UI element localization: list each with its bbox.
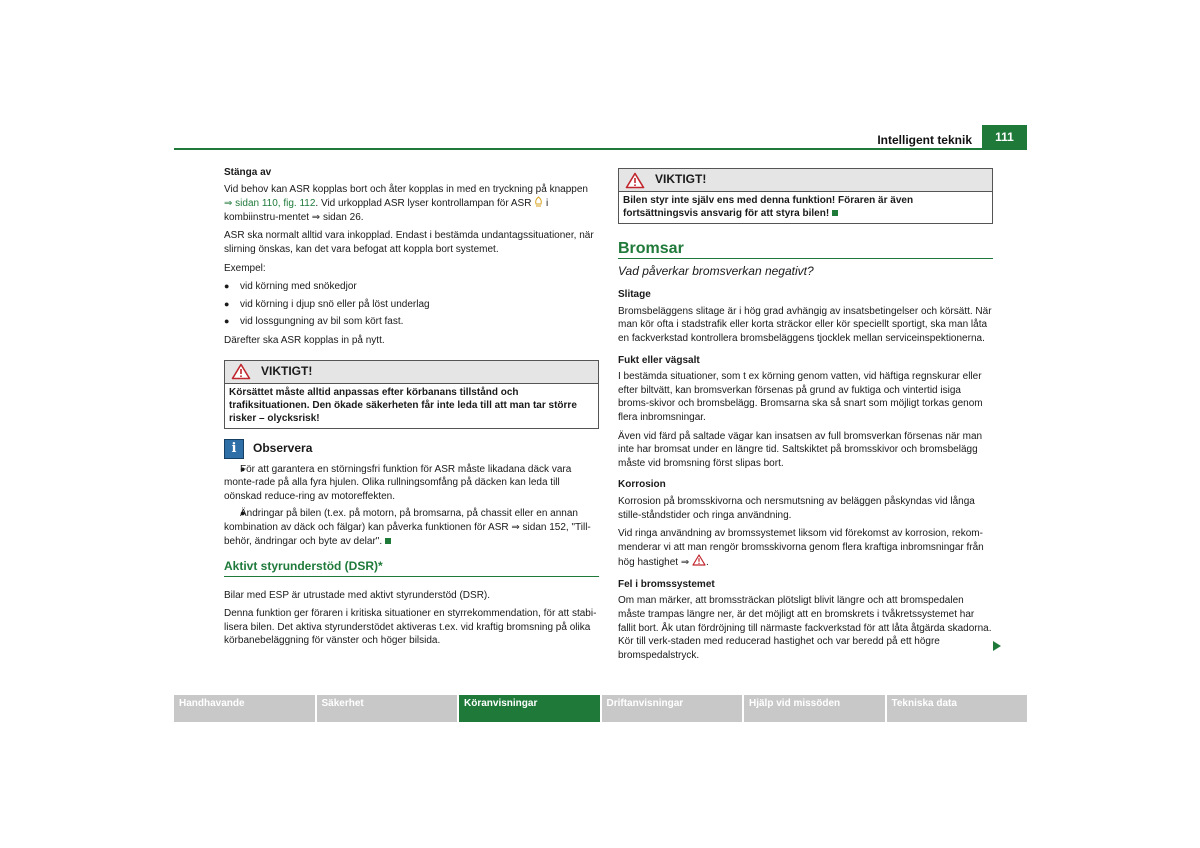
fel-paragraph: Om man märker, att bromssträckan plötsligt blivit längre och att bromspedalen måste trampas längre ner, är det möjligt att en bromskrets i tvåkretssystemet har fallit bort. Åk utan fördröjning till närmaste fackverkstad för att låta åtgärda skadorna. Kör till verk-staden med reducerad hastighet och var beredd på ett högre bromspedalstryck. <box>618 595 992 661</box>
paragraph-examples: Exempel: <box>224 262 266 274</box>
korrosion-text: Vid ringa användning av bromssystemet liksom vid förekomst av korrosion, rekom-menderar vi att man rengör bromsskivorna genom flera kraftiga inbromsningar från hög hastighet ⇒ <box>618 528 984 569</box>
list-item: ● vid körning med snökedjor <box>224 280 599 294</box>
warning-text <box>619 192 992 223</box>
stanga-av-heading: Stänga av <box>224 167 272 178</box>
dsr-heading: Aktivt styrunderstöd (DSR)* <box>224 560 599 577</box>
info-icon: i <box>224 439 244 459</box>
end-marker-icon <box>385 538 391 544</box>
p1-text-b: . Vid urkopplad ASR lyser kontrollampan för ASR <box>315 198 532 210</box>
tab-tekniska-data[interactable]: Tekniska data <box>887 695 1028 722</box>
warning-box-right <box>618 168 993 224</box>
end-marker-icon <box>832 210 838 216</box>
dsr-paragraph-2: Denna funktion ger föraren i kritiska situationer en styrrekommendation, för att stabi-lisera bilen. Det aktiva styrunderstödet aktiveras t.ex. vid kraftig bromsning på olika körbanebeläggning för vänster och höger bilsida. <box>224 608 597 647</box>
note-header <box>224 439 599 459</box>
tab-handhavande[interactable]: Handhavande <box>174 695 315 722</box>
korrosion-paragraph-1: Korrosion på bromsskivorna och nersmutsning av beläggen påskyndas vid långa stille-ståndstider och ringa användning. <box>618 495 975 521</box>
warning-text-content: Bilen styr inte själv ens med denna funktion! Föraren är även fortsättningsvis ansvarig för att styra bilen! <box>623 195 914 219</box>
fukt-heading: Fukt eller vägsalt <box>618 354 700 366</box>
examples-list <box>224 280 599 329</box>
korrosion-paragraph-2: Vid ringa användning av bromssystemet liksom vid förekomst av korrosion, rekom-menderar vi att man rengör bromsskivorna genom flera kraftiga inbromsningar från hög hastighet ⇒ . <box>618 528 984 569</box>
slitage-heading: Slitage <box>618 289 651 301</box>
warning-triangle-icon <box>625 172 645 189</box>
continue-arrow-icon <box>993 641 1001 651</box>
footer-nav <box>174 695 1027 722</box>
note-list <box>224 463 599 549</box>
header-rule <box>174 148 1027 150</box>
paragraph-asr-switch <box>224 183 599 225</box>
warning-triangle-icon[interactable] <box>692 554 706 566</box>
fukt-paragraph-2: Även vid färd på saltade vägar kan insatsen av full bromsverkan försenas när man inte har bromsat under en längre tid. Saltskiktet på bromsskivor och bromsbelägg måste vid bromsning först slipas bort. <box>618 430 983 469</box>
p1-text-a: Vid behov kan ASR kopplas bort och åter kopplas in med en tryckning på knappen <box>224 183 588 195</box>
fel-heading: Fel i bromssystemet <box>618 578 715 590</box>
warning-label: VIKTIGT! <box>261 363 313 378</box>
tab-sakerhet[interactable]: Säkerhet <box>317 695 458 722</box>
tab-driftanvisningar[interactable]: Driftanvisningar <box>602 695 743 722</box>
slitage-paragraph: Bromsbeläggens slitage är i hög grad avhängig av insatsbetingelser och körsätt. När man kör ofta i stadstrafik eller korta sträckor eller kör speciellt sportigt, ska man låta en fackverkstad kontrollera bromsbeläggens tjocklek mellan serviceinspektionerna. <box>618 305 992 344</box>
paragraph-reenable: Därefter ska ASR kopplas in på nytt. <box>224 334 385 346</box>
page-number: 111 <box>982 125 1027 149</box>
section-title: Intelligent teknik <box>877 133 972 147</box>
warning-header <box>225 361 598 384</box>
warning-header <box>619 169 992 192</box>
note-title: Observera <box>253 440 313 455</box>
bromsar-heading: Bromsar <box>618 242 993 259</box>
link-sidan-110[interactable]: ⇒ sidan 110, fig. 112 <box>224 198 316 210</box>
asr-warning-lamp-icon <box>534 196 543 207</box>
warning-text: Körsättet måste alltid anpassas efter körbanans tillstånd och trafiksituationen. Den ökade säkerheten får inte leda till att man tar större risker – olycksrisk! <box>229 386 577 424</box>
right-column <box>618 168 993 667</box>
bromsar-subheading: Vad påverkar bromsverkan negativt? <box>618 263 814 278</box>
paragraph-asr-normal: ASR ska normalt alltid vara inkopplad. Endast i bestämda undantagssituationer, när slirning önskas, kan det vara befogat att koppla bort systemet. <box>224 230 594 255</box>
left-column <box>224 166 599 653</box>
list-item: ● För att garantera en störningsfri funktion för ASR måste likadana däck vara monte-rade på alla fyra hjulen. Olika rullningsomfång på däcken kan leda till oönskad reduce-ring av motoreffekten. <box>224 463 599 504</box>
p1-text-c: i kombiinstru-mentet ⇒ sidan 26. <box>224 198 549 223</box>
fukt-paragraph-1: I bestämda situationer, som t ex körning genom vatten, vid häftiga regnskurar eller efter biltvätt, kan bromsverkan försenas på grund av fuktiga och vintertid isiga broms-skivor och bromsbelägg. Bromsarna ska så snart som möjligt torkas genom flera inbromsningar. <box>618 371 983 423</box>
list-item: ● vid körning i djup snö eller på löst underlag <box>224 298 599 312</box>
warning-triangle-icon <box>231 363 251 380</box>
dsr-paragraph-1: Bilar med ESP är utrustade med aktivt styrunderstöd (DSR). <box>224 589 491 601</box>
warning-box-left <box>224 360 599 429</box>
korrosion-heading: Korrosion <box>618 479 666 491</box>
note-bullet-2-text: Ändringar på bilen (t.ex. på motorn, på bromsarna, på chassit eller en annan kombination av däck och fälgar) kan påverka funktionen för ASR ⇒ sidan 152, "Till-behör, ändringar och byte av delar". <box>224 508 591 547</box>
list-item <box>224 507 599 548</box>
tab-koranvisningar[interactable]: Köranvisningar <box>459 695 600 722</box>
warning-label: VIKTIGT! <box>655 172 707 187</box>
tab-hjalp-vid-missoden[interactable]: Hjälp vid missöden <box>744 695 885 722</box>
list-item: ● vid lossgungning av bil som kört fast. <box>224 315 599 329</box>
